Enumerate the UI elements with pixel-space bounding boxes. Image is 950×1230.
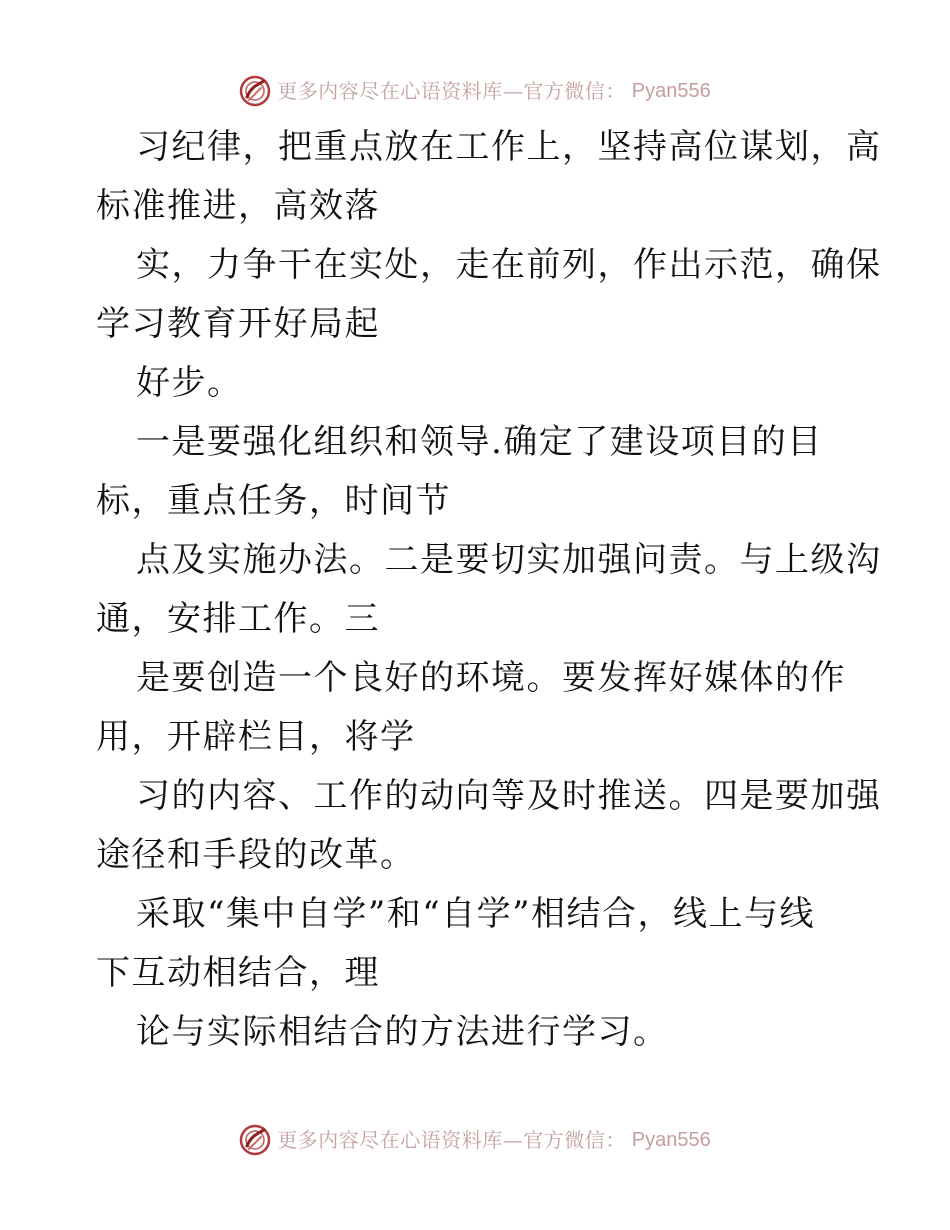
text-line: 论与实际相结合的方法进行学习。 [136, 1012, 669, 1052]
text-line: 途径和手段的改革。 [96, 835, 416, 875]
text-line: 标准推进，高效落 [96, 186, 380, 226]
text-line: 通，安排工作。三 [96, 599, 380, 639]
text-line: 习纪律，把重点放在工作上，坚持高位谋划，高 [136, 127, 882, 167]
text-line: 学习教育开好局起 [96, 304, 380, 344]
text-line: 习的内容、工作的动向等及时推送。四是要加强 [136, 776, 882, 816]
footer-watermark [0, 1120, 950, 1160]
red-seal-logo-icon [239, 1124, 271, 1156]
red-seal-logo-icon [239, 75, 271, 107]
text-line: 点及实施办法。二是要切实加强问责。与上级沟 [136, 540, 882, 580]
text-line: 用，开辟栏目，将学 [96, 717, 416, 757]
body-text [96, 118, 882, 1062]
text-line: 一是要强化组织和领导.确定了建设项目的目 [136, 422, 823, 462]
header-watermark [0, 71, 950, 111]
watermark-text: 更多内容尽在心语资料库—官方微信： [277, 79, 626, 103]
watermark-id: Pyan556 [631, 80, 711, 102]
text-line: 好步。 [136, 363, 243, 403]
watermark-text: 更多内容尽在心语资料库—官方微信： [277, 1128, 626, 1152]
watermark-id: Pyan556 [631, 1129, 711, 1151]
text-line: 实，力争干在实处，走在前列，作出示范，确保 [136, 245, 882, 285]
text-line: 是要创造一个良好的环境。要发挥好媒体的作 [136, 658, 846, 698]
text-line: 标，重点任务，时间节 [96, 481, 451, 521]
text-line: 下互动相结合，理 [96, 953, 380, 993]
text-line: 采取“集中自学”和“自学”相结合，线上与线 [136, 894, 816, 934]
